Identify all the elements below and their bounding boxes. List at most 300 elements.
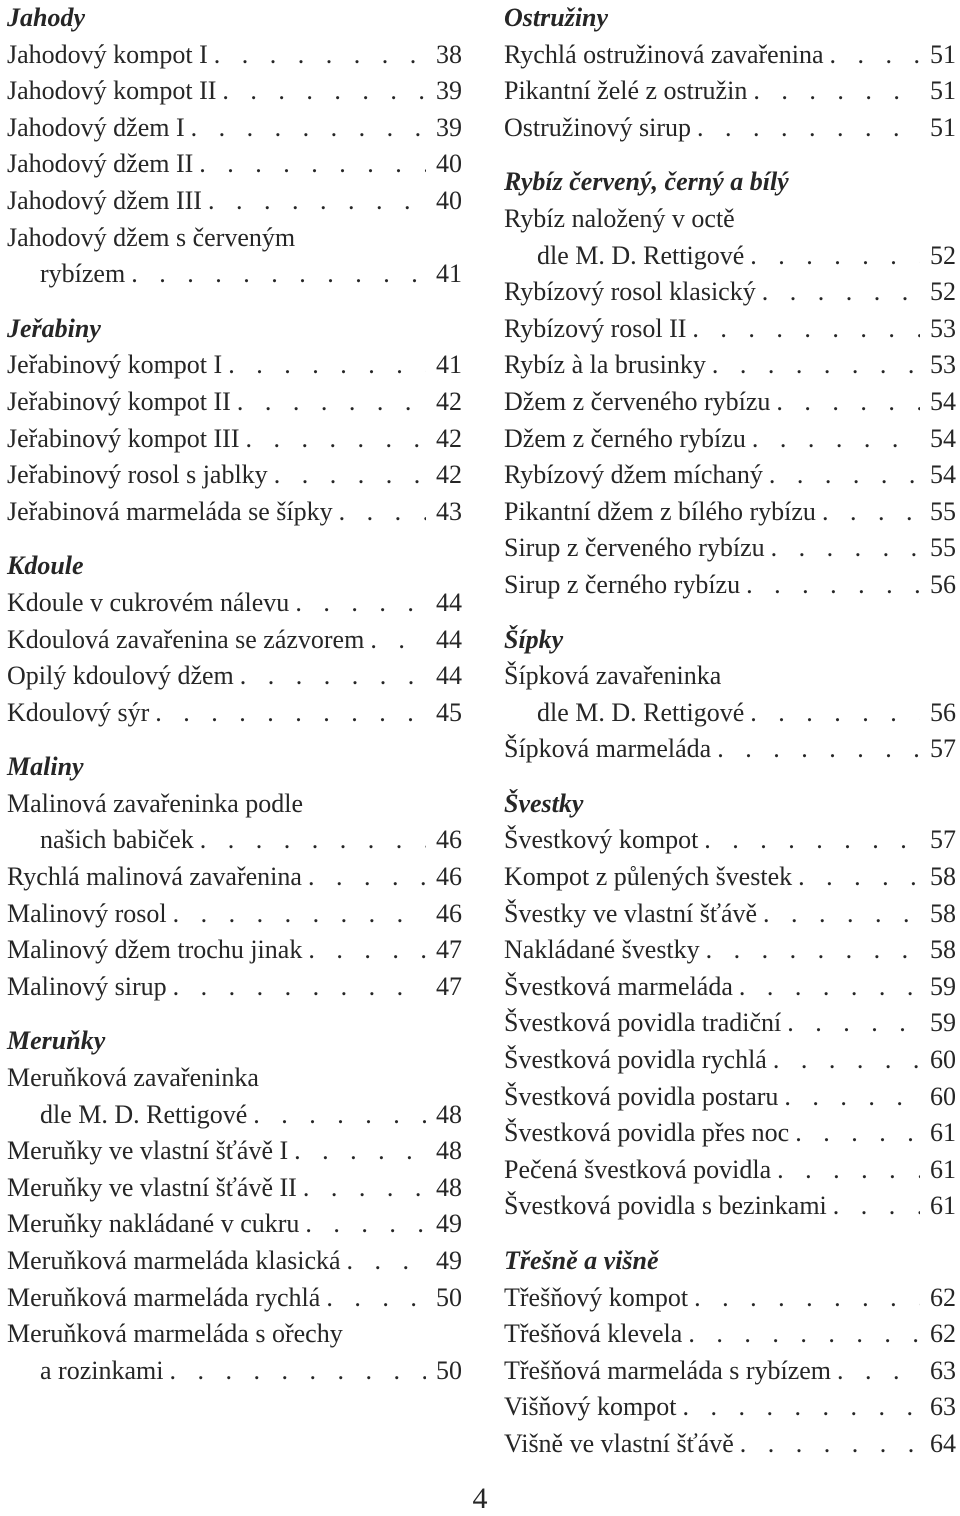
entry-title: Rychlá malinová zavařenina bbox=[7, 862, 302, 892]
entry-row bbox=[504, 1316, 956, 1353]
toc-entry[interactable] bbox=[504, 37, 956, 74]
toc-entry[interactable] bbox=[7, 695, 462, 732]
dot-leader bbox=[228, 347, 426, 384]
entry-page-number: 55 bbox=[930, 496, 956, 526]
entry-title: Rybíz à la brusinky bbox=[504, 350, 706, 380]
toc-entry[interactable] bbox=[7, 1316, 462, 1389]
entry-row bbox=[7, 1133, 462, 1170]
entry-page-number: 52 bbox=[930, 240, 956, 270]
toc-entry[interactable] bbox=[504, 1316, 956, 1353]
entry-title: Malinový sirup bbox=[7, 971, 167, 1001]
toc-entry[interactable] bbox=[7, 1280, 462, 1317]
toc-entry[interactable] bbox=[504, 421, 956, 458]
entry-page-number: 48 bbox=[436, 1136, 462, 1166]
entry-title: Sirup z červeného rybízu bbox=[504, 533, 765, 563]
dot-leader bbox=[169, 1353, 426, 1390]
toc-entry[interactable] bbox=[7, 220, 462, 293]
entry-title: Švestková povidla přes noc bbox=[504, 1118, 790, 1148]
entry-row bbox=[7, 695, 462, 732]
entry-title: Jeřabinový kompot I bbox=[7, 350, 223, 380]
entry-page-number: 59 bbox=[930, 1008, 956, 1038]
entry-row bbox=[7, 73, 462, 110]
toc-entry[interactable] bbox=[7, 932, 462, 969]
entry-title: a rozinkami bbox=[40, 1355, 164, 1385]
section-title: Švestky bbox=[504, 788, 584, 818]
toc-entry[interactable] bbox=[7, 110, 462, 147]
entry-row bbox=[7, 859, 462, 896]
entry-row bbox=[504, 457, 956, 494]
toc-entry[interactable] bbox=[7, 183, 462, 220]
entry-row bbox=[504, 1426, 956, 1463]
entry-row bbox=[504, 1005, 956, 1042]
dot-leader bbox=[777, 1152, 920, 1189]
entry-title: našich babiček bbox=[40, 825, 194, 855]
dot-leader bbox=[752, 421, 920, 458]
entry-page-number: 62 bbox=[930, 1319, 956, 1349]
entry-title: Malinový rosol bbox=[7, 898, 167, 928]
entry-row bbox=[504, 311, 956, 348]
entry-title: Jeřabinový kompot III bbox=[7, 423, 240, 453]
dot-leader bbox=[274, 457, 426, 494]
entry-title: Malinový džem trochu jinak bbox=[7, 935, 303, 965]
entry-title-line: Meruňková marmeláda s ořechy bbox=[7, 1319, 343, 1349]
entry-row bbox=[504, 1042, 956, 1079]
toc-entry[interactable] bbox=[7, 494, 462, 531]
dot-leader bbox=[762, 274, 920, 311]
entry-page-number: 46 bbox=[436, 825, 462, 855]
section-title: Rybíz červený, černý a bílý bbox=[504, 167, 789, 197]
dot-leader bbox=[240, 658, 426, 695]
entry-page-number: 44 bbox=[436, 624, 462, 654]
dot-leader bbox=[795, 1115, 920, 1152]
entry-page-number: 51 bbox=[930, 112, 956, 142]
toc-entry[interactable] bbox=[7, 622, 462, 659]
dot-leader bbox=[683, 1389, 920, 1426]
entry-title: Švestková povidla tradiční bbox=[504, 1008, 782, 1038]
entry-row bbox=[7, 494, 462, 531]
entry-title: Ostružinový sirup bbox=[504, 112, 692, 142]
entry-title: Jeřabinový kompot II bbox=[7, 386, 231, 416]
entry-page-number: 47 bbox=[436, 971, 462, 1001]
toc-section bbox=[504, 786, 956, 1225]
entry-row bbox=[7, 347, 462, 384]
toc-entry[interactable] bbox=[7, 969, 462, 1006]
entry-page-number: 56 bbox=[930, 697, 956, 727]
dot-leader bbox=[763, 896, 920, 933]
dot-leader bbox=[326, 1280, 426, 1317]
dot-leader bbox=[173, 896, 426, 933]
toc-entry[interactable] bbox=[7, 73, 462, 110]
entry-title-line: Meruňková zavařeninka bbox=[7, 1063, 259, 1093]
entry-page-number: 45 bbox=[436, 697, 462, 727]
entry-page-number: 57 bbox=[930, 825, 956, 855]
entry-row bbox=[504, 274, 956, 311]
entry-title: Meruňková marmeláda klasická bbox=[7, 1246, 341, 1275]
dot-leader bbox=[784, 1079, 920, 1116]
entry-row bbox=[504, 110, 956, 147]
entry-title: dle M. D. Rettigové bbox=[40, 1099, 248, 1129]
dot-leader bbox=[347, 1243, 426, 1280]
toc-entry[interactable] bbox=[7, 859, 462, 896]
entry-row bbox=[504, 494, 956, 531]
entry-row bbox=[504, 347, 956, 384]
entry-row bbox=[7, 658, 462, 695]
entry-page-number: 58 bbox=[930, 898, 956, 928]
entry-page-number: 58 bbox=[930, 862, 956, 892]
dot-leader bbox=[773, 1042, 920, 1079]
entry-row bbox=[504, 384, 956, 421]
entry-title: Švestky ve vlastní šťávě bbox=[504, 898, 758, 928]
entry-row bbox=[504, 896, 956, 933]
entry-page-number: 49 bbox=[436, 1246, 462, 1275]
entry-page-number: 61 bbox=[930, 1154, 956, 1184]
dot-leader bbox=[294, 1133, 426, 1170]
entry-title: Sirup z černého rybízu bbox=[504, 569, 741, 599]
toc-entry[interactable] bbox=[7, 1170, 462, 1207]
dot-leader bbox=[769, 457, 920, 494]
entry-page-number: 48 bbox=[436, 1172, 462, 1202]
entry-row bbox=[7, 896, 462, 933]
entry-title: Meruňky ve vlastní šťávě II bbox=[7, 1172, 297, 1202]
toc-entry[interactable] bbox=[504, 932, 956, 969]
dot-leader bbox=[131, 256, 426, 293]
toc-entry[interactable] bbox=[7, 1243, 462, 1280]
entry-page-number: 64 bbox=[930, 1428, 956, 1458]
entry-row bbox=[504, 238, 956, 275]
toc-entry[interactable] bbox=[504, 1280, 956, 1317]
dot-leader bbox=[697, 110, 920, 147]
dot-leader bbox=[339, 494, 426, 531]
entry-title: Jeřabinová marmeláda se šípky bbox=[7, 496, 333, 526]
section-title: Maliny bbox=[7, 752, 84, 782]
entry-row bbox=[504, 1353, 956, 1390]
dot-leader bbox=[173, 969, 426, 1006]
toc-entry[interactable] bbox=[7, 457, 462, 494]
toc-entry[interactable] bbox=[504, 201, 956, 274]
entry-row bbox=[7, 457, 462, 494]
entry-row bbox=[7, 1206, 462, 1243]
dot-leader bbox=[253, 1097, 426, 1134]
entry-page-number: 40 bbox=[436, 149, 462, 179]
entry-page-number: 43 bbox=[436, 496, 462, 526]
dot-leader bbox=[739, 969, 920, 1006]
dot-leader bbox=[750, 238, 920, 275]
toc-entry[interactable] bbox=[504, 731, 956, 768]
toc-entry[interactable] bbox=[504, 896, 956, 933]
toc-entry[interactable] bbox=[504, 1389, 956, 1426]
entry-page-number: 41 bbox=[436, 350, 462, 380]
entry-page-number: 49 bbox=[436, 1209, 462, 1239]
entry-page-number: 54 bbox=[930, 460, 956, 490]
entry-page-number: 42 bbox=[436, 423, 462, 453]
toc-entry[interactable] bbox=[7, 1206, 462, 1243]
toc-entry[interactable] bbox=[7, 585, 462, 622]
toc-entry[interactable] bbox=[504, 530, 956, 567]
entry-page-number: 54 bbox=[930, 386, 956, 416]
entry-row bbox=[7, 1353, 462, 1390]
section-title: Třešně a višně bbox=[504, 1246, 659, 1275]
dot-leader bbox=[692, 311, 920, 348]
dot-leader bbox=[200, 822, 426, 859]
toc-entry[interactable] bbox=[504, 822, 956, 859]
entry-title: Jahodový kompot I bbox=[7, 39, 208, 69]
dot-leader bbox=[740, 1426, 920, 1463]
section-title: Ostružiny bbox=[504, 3, 609, 32]
dot-leader bbox=[822, 494, 920, 531]
entry-title: Švestková povidla rychlá bbox=[504, 1045, 767, 1075]
entry-row bbox=[504, 73, 956, 110]
entry-title: Pikantní džem z bílého rybízu bbox=[504, 496, 816, 526]
toc-entry[interactable] bbox=[504, 494, 956, 531]
entry-row bbox=[504, 1389, 956, 1426]
entry-row bbox=[504, 695, 956, 732]
dot-leader bbox=[199, 146, 426, 183]
toc-entry[interactable] bbox=[504, 1426, 956, 1463]
entry-page-number: 44 bbox=[436, 661, 462, 691]
entry-page-number: 60 bbox=[930, 1045, 956, 1075]
toc-entry[interactable] bbox=[7, 1060, 462, 1133]
entry-title: Třešňová klevela bbox=[504, 1319, 683, 1349]
entry-page-number: 40 bbox=[436, 185, 462, 215]
entry-title: Šípková marmeláda bbox=[504, 734, 712, 764]
entry-page-number: 48 bbox=[436, 1099, 462, 1129]
entry-row bbox=[7, 622, 462, 659]
dot-leader bbox=[208, 183, 426, 220]
entry-page-number: 58 bbox=[930, 935, 956, 965]
entry-title: Džem z černého rybízu bbox=[504, 423, 746, 453]
toc-entry[interactable] bbox=[7, 421, 462, 458]
entry-title: Nakládané švestky bbox=[504, 935, 700, 965]
entry-title: Pečená švestková povidla bbox=[504, 1154, 772, 1184]
entry-title-line: Jahodový džem s červeným bbox=[7, 222, 296, 252]
dot-leader bbox=[370, 622, 426, 659]
entry-title: dle M. D. Rettigové bbox=[537, 697, 745, 727]
toc-entry[interactable] bbox=[504, 567, 956, 604]
dot-leader bbox=[771, 530, 920, 567]
entry-title: Jahodový kompot II bbox=[7, 76, 217, 106]
entry-row bbox=[7, 822, 462, 859]
toc-entry[interactable] bbox=[7, 658, 462, 695]
entry-title: Švestková povidla s bezinkami bbox=[504, 1191, 827, 1221]
toc-entry[interactable] bbox=[504, 969, 956, 1006]
toc-section bbox=[7, 749, 462, 1005]
entry-title-line: Šípková zavařeninka bbox=[504, 661, 722, 691]
entry-page-number: 50 bbox=[436, 1355, 462, 1385]
entry-title: Višňový kompot bbox=[504, 1392, 677, 1422]
entry-page-number: 42 bbox=[436, 386, 462, 416]
entry-row bbox=[504, 859, 956, 896]
entry-title-line: Rybíz naložený v octě bbox=[504, 203, 735, 233]
entry-page-number: 41 bbox=[436, 259, 462, 289]
entry-row bbox=[7, 110, 462, 147]
toc-entry[interactable] bbox=[504, 311, 956, 348]
dot-leader bbox=[830, 37, 921, 74]
entry-title: dle M. D. Rettigové bbox=[537, 240, 745, 270]
entry-row bbox=[7, 421, 462, 458]
toc-entry[interactable] bbox=[504, 1042, 956, 1079]
entry-row bbox=[7, 146, 462, 183]
toc-entry[interactable] bbox=[504, 384, 956, 421]
entry-page-number: 61 bbox=[930, 1118, 956, 1148]
entry-title: Kdoulová zavařenina se zázvorem bbox=[7, 624, 365, 654]
dot-leader bbox=[308, 932, 426, 969]
entry-title: Rybízový džem míchaný bbox=[504, 460, 763, 490]
section-title: Kdoule bbox=[7, 551, 84, 581]
toc-column-right bbox=[504, 0, 956, 1463]
dot-leader bbox=[237, 384, 426, 421]
entry-title: Švestkový kompot bbox=[504, 825, 699, 855]
entry-row bbox=[504, 530, 956, 567]
entry-title: Kdoulový sýr bbox=[7, 697, 150, 727]
entry-title: rybízem bbox=[40, 259, 126, 289]
dot-leader bbox=[712, 347, 920, 384]
entry-page-number: 55 bbox=[930, 533, 956, 563]
toc-entry[interactable] bbox=[504, 110, 956, 147]
toc-section bbox=[504, 1243, 956, 1463]
entry-page-number: 44 bbox=[436, 587, 462, 617]
entry-page-number: 42 bbox=[436, 460, 462, 490]
toc-column-left bbox=[7, 0, 462, 1389]
entry-page-number: 63 bbox=[930, 1355, 956, 1385]
dot-leader bbox=[787, 1005, 920, 1042]
entry-row bbox=[7, 384, 462, 421]
toc-entry[interactable] bbox=[504, 1353, 956, 1390]
entry-page-number: 61 bbox=[930, 1191, 956, 1221]
entry-page-number: 50 bbox=[436, 1282, 462, 1312]
entry-title: Višně ve vlastní šťávě bbox=[504, 1428, 734, 1458]
entry-title: Jahodový džem II bbox=[7, 149, 194, 179]
entry-title: Kompot z půlených švestek bbox=[504, 862, 793, 892]
entry-page-number: 51 bbox=[930, 76, 956, 106]
dot-leader bbox=[191, 110, 426, 147]
toc-section bbox=[504, 0, 956, 146]
entry-title: Džem z červeného rybízu bbox=[504, 386, 771, 416]
entry-title: Meruňky nakládané v cukru bbox=[7, 1209, 300, 1239]
entry-page-number: 62 bbox=[930, 1282, 956, 1312]
entry-row bbox=[504, 1188, 956, 1225]
entry-title: Rychlá ostružinová zavařenina bbox=[504, 39, 824, 69]
toc-entry[interactable] bbox=[7, 384, 462, 421]
entry-title: Švestková povidla postaru bbox=[504, 1081, 779, 1111]
dot-leader bbox=[833, 1188, 920, 1225]
entry-row bbox=[7, 969, 462, 1006]
toc-entry[interactable] bbox=[7, 896, 462, 933]
entry-page-number: 46 bbox=[436, 862, 462, 892]
entry-title: Jahodový džem I bbox=[7, 112, 185, 142]
toc-entry[interactable] bbox=[504, 457, 956, 494]
entry-title: Rybízový rosol klasický bbox=[504, 277, 756, 307]
dot-leader bbox=[746, 567, 920, 604]
dot-leader bbox=[688, 1316, 920, 1353]
entry-row bbox=[7, 37, 462, 74]
toc-entry[interactable] bbox=[7, 786, 462, 859]
entry-page-number: 52 bbox=[930, 277, 956, 307]
dot-leader bbox=[717, 731, 920, 768]
toc-entry[interactable] bbox=[504, 347, 956, 384]
toc-section bbox=[7, 548, 462, 731]
toc-section bbox=[7, 0, 462, 293]
entry-row bbox=[7, 183, 462, 220]
toc-entry[interactable] bbox=[7, 146, 462, 183]
entry-row bbox=[504, 932, 956, 969]
dot-leader bbox=[798, 859, 920, 896]
entry-page-number: 51 bbox=[930, 39, 956, 69]
entry-row bbox=[504, 969, 956, 1006]
dot-leader bbox=[214, 37, 426, 74]
entry-title: Meruňky ve vlastní šťávě I bbox=[7, 1136, 289, 1166]
dot-leader bbox=[222, 73, 426, 110]
entry-row bbox=[7, 932, 462, 969]
toc-section bbox=[504, 622, 956, 768]
entry-row bbox=[7, 1097, 462, 1134]
entry-title: Švestková marmeláda bbox=[504, 971, 733, 1001]
entry-row bbox=[504, 1115, 956, 1152]
toc-entry[interactable] bbox=[7, 37, 462, 74]
page-number: 4 bbox=[472, 1482, 488, 1515]
entry-row bbox=[504, 1079, 956, 1116]
entry-page-number: 53 bbox=[930, 350, 956, 380]
entry-title: Meruňková marmeláda rychlá bbox=[7, 1282, 321, 1312]
entry-title: Třešňová marmeláda s rybízem bbox=[504, 1355, 832, 1385]
toc-entry[interactable] bbox=[7, 1133, 462, 1170]
toc-entry[interactable] bbox=[504, 658, 956, 731]
dot-leader bbox=[246, 421, 426, 458]
entry-row bbox=[504, 731, 956, 768]
toc-entry[interactable] bbox=[504, 1079, 956, 1116]
dot-leader bbox=[753, 73, 920, 110]
section-title: Jahody bbox=[7, 3, 85, 32]
entry-row bbox=[504, 421, 956, 458]
entry-row bbox=[7, 585, 462, 622]
entry-page-number: 46 bbox=[436, 898, 462, 928]
entry-row bbox=[7, 1243, 462, 1280]
entry-page-number: 63 bbox=[930, 1392, 956, 1422]
dot-leader bbox=[750, 695, 920, 732]
dot-leader bbox=[776, 384, 920, 421]
entry-page-number: 47 bbox=[436, 935, 462, 965]
entry-row bbox=[504, 567, 956, 604]
toc-entry[interactable] bbox=[504, 1188, 956, 1225]
toc-entry[interactable] bbox=[504, 73, 956, 110]
section-title: Jeřabiny bbox=[7, 313, 101, 343]
dot-leader bbox=[706, 932, 920, 969]
entry-page-number: 38 bbox=[436, 39, 462, 69]
entry-title: Opilý kdoulový džem bbox=[7, 661, 234, 691]
toc-entry[interactable] bbox=[504, 1152, 956, 1189]
entry-row bbox=[504, 1280, 956, 1317]
toc-entry[interactable] bbox=[7, 347, 462, 384]
entry-title: Jeřabinový rosol s jablky bbox=[7, 460, 268, 490]
entry-page-number: 57 bbox=[930, 734, 956, 764]
toc-section bbox=[7, 1023, 462, 1389]
entry-page-number: 53 bbox=[930, 313, 956, 343]
entry-page-number: 39 bbox=[436, 76, 462, 106]
toc-entry[interactable] bbox=[504, 1005, 956, 1042]
toc-section bbox=[504, 164, 956, 603]
dot-leader bbox=[303, 1170, 426, 1207]
entry-title: Rybízový rosol II bbox=[504, 313, 687, 343]
entry-row bbox=[504, 1152, 956, 1189]
dot-leader bbox=[305, 1206, 426, 1243]
toc-entry[interactable] bbox=[504, 859, 956, 896]
entry-page-number: 60 bbox=[930, 1081, 956, 1111]
section-title: Meruňky bbox=[7, 1026, 106, 1056]
toc-entry[interactable] bbox=[504, 274, 956, 311]
toc-entry[interactable] bbox=[504, 1115, 956, 1152]
entry-title: Třešňový kompot bbox=[504, 1282, 689, 1312]
dot-leader bbox=[837, 1353, 920, 1390]
entry-title: Pikantní želé z ostružin bbox=[504, 76, 748, 106]
